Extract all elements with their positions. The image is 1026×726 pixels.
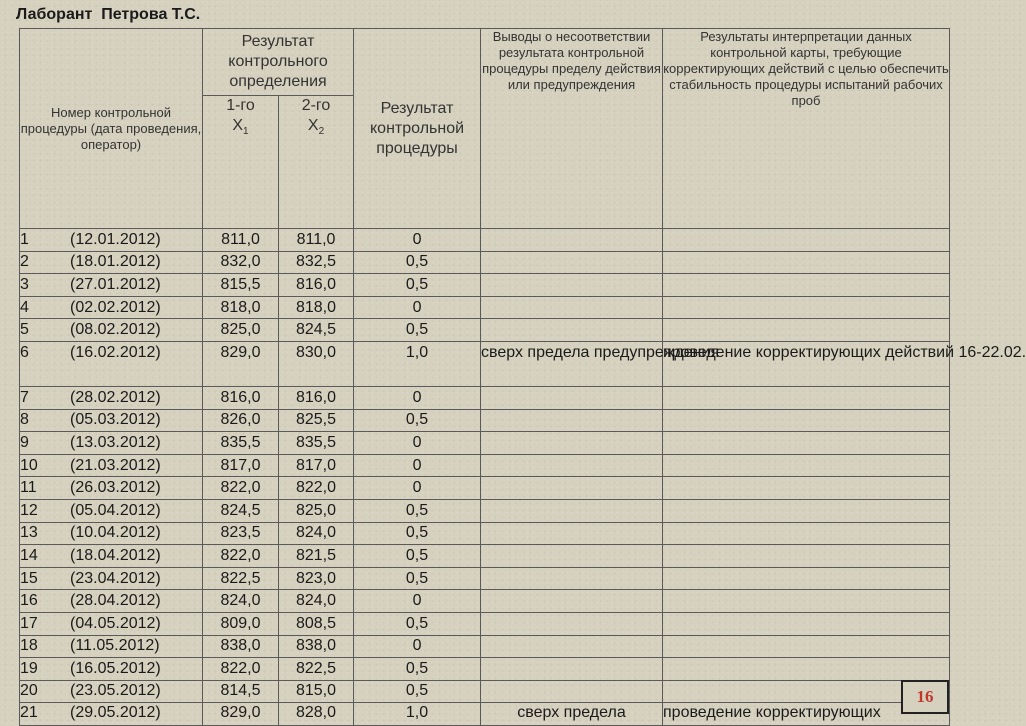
cell-x1: 824,5 [203,499,279,522]
cell-x1: 811,0 [203,229,279,252]
cell-x2: 822,0 [279,477,354,500]
cell-procedure-date: (10.04.2012) [70,524,161,542]
cell-procedure-result: 0,5 [354,567,481,590]
page-number-badge: 16 [901,680,949,714]
cell-x1: 809,0 [203,612,279,635]
cell-procedure-number: 12 [20,501,38,519]
cell-conclusion [481,567,663,590]
table-row [20,658,950,681]
cell-x1: 814,5 [203,680,279,703]
cell-conclusion [481,251,663,274]
cell-procedure-result: 0,5 [354,680,481,703]
cell-procedure [20,229,203,252]
cell-conclusion: сверх предела предупреждения [481,341,663,386]
control-procedure-table [19,28,1026,726]
header-procedure-number: Номер контрольной процедуры (дата проведения, оператор) [20,29,203,229]
cell-x1: 817,0 [203,454,279,477]
cell-procedure-number: 1 [20,230,29,248]
cell-interpretation [663,499,950,522]
cell-interpretation [663,590,950,613]
cell-x2: 824,0 [279,522,354,545]
cell-x2: 811,0 [279,229,354,252]
table-row [20,274,950,297]
cell-procedure-date: (28.02.2012) [70,388,161,406]
cell-conclusion [481,635,663,658]
cell-procedure-result: 0,5 [354,545,481,568]
cell-x1: 832,0 [203,251,279,274]
cell-procedure-number: 2 [20,253,29,271]
cell-x1: 818,0 [203,296,279,319]
cell-interpretation [663,567,950,590]
table-header-row [20,29,950,96]
cell-conclusion [481,386,663,409]
cell-interpretation [663,635,950,658]
cell-conclusion [481,477,663,500]
table-row [20,545,950,568]
header-second-label: 2-го [301,97,331,114]
cell-procedure-result: 0,5 [354,522,481,545]
cell-x2: 817,0 [279,454,354,477]
cell-conclusion [481,545,663,568]
cell-procedure-date: (23.04.2012) [70,569,161,587]
cell-conclusion [481,319,663,342]
cell-conclusion [481,680,663,703]
cell-procedure-number: 6 [20,343,29,361]
table-row [20,341,950,386]
cell-x2: 835,5 [279,432,354,455]
table-row [20,680,950,703]
cell-x1: 835,5 [203,432,279,455]
cell-conclusion [481,454,663,477]
cell-procedure-number: 14 [20,546,38,564]
cell-interpretation [663,522,950,545]
table-row [20,703,950,726]
cell-x1: 824,0 [203,590,279,613]
cell-procedure [20,251,203,274]
cell-conclusion [481,296,663,319]
cell-procedure-number: 17 [20,614,38,632]
cell-x2: 818,0 [279,296,354,319]
header-procedure-result: Результат контрольной процедуры [354,29,481,229]
cell-x1: 829,0 [203,341,279,386]
cell-procedure [20,658,203,681]
table-row [20,386,950,409]
cell-x2: 823,0 [279,567,354,590]
cell-x2: 815,0 [279,680,354,703]
header-control-result: Результат контрольного определения [203,29,354,96]
cell-x2: 816,0 [279,386,354,409]
cell-procedure-result: 0,5 [354,274,481,297]
cell-interpretation [663,251,950,274]
table-row [20,635,950,658]
cell-procedure-number: 7 [20,388,29,406]
table-row [20,296,950,319]
cell-procedure-result: 0 [354,477,481,500]
cell-procedure-result: 0 [354,454,481,477]
cell-procedure-date: (05.04.2012) [70,501,161,519]
cell-procedure-number: 4 [20,298,29,316]
cell-procedure [20,432,203,455]
table-body [20,229,1026,726]
cell-procedure [20,319,203,342]
table-row [20,522,950,545]
cell-procedure-date: (12.01.2012) [70,230,161,248]
cell-procedure [20,522,203,545]
cell-conclusion [481,522,663,545]
cell-x2: 825,0 [279,499,354,522]
cell-procedure-number: 13 [20,524,38,542]
cell-procedure [20,274,203,297]
cell-conclusion [481,229,663,252]
cell-x1: 822,0 [203,545,279,568]
table-row [20,499,950,522]
cell-procedure [20,612,203,635]
cell-procedure-number: 9 [20,433,29,451]
cell-procedure [20,499,203,522]
header-x2-subscript: 2 [318,126,325,138]
cell-interpretation [663,454,950,477]
cell-x1: 822,0 [203,477,279,500]
table-row [20,229,950,252]
cell-procedure-number: 8 [20,411,29,429]
header-conclusions: Выводы о несоответствии результата контрольной процедуры пределу действия или предупреждения [481,29,663,229]
cell-procedure [20,703,203,726]
cell-conclusion [481,590,663,613]
cell-x2: 808,5 [279,612,354,635]
cell-x2: 830,0 [279,341,354,386]
cell-x2: 822,5 [279,658,354,681]
cell-conclusion [481,499,663,522]
table-row [20,409,950,432]
header-interpretation: Результаты интерпретации данных контрольной карты, требующие корректирующих действий с целью обеспечить стабильность процедуры испытаний рабочих проб [663,29,950,229]
table-row [20,454,950,477]
cell-procedure-result: 0 [354,432,481,455]
cell-x1: 822,5 [203,567,279,590]
cell-procedure-date: (16.02.2012) [70,343,161,361]
cell-conclusion [481,612,663,635]
cell-procedure [20,635,203,658]
cell-procedure-date: (02.02.2012) [70,298,161,316]
cell-x2: 838,0 [279,635,354,658]
cell-x2: 824,5 [279,319,354,342]
header-first-determination [203,96,279,229]
cell-procedure-number: 10 [20,456,38,474]
cell-x1: 825,0 [203,319,279,342]
cell-procedure-date: (18.01.2012) [70,253,161,271]
cell-procedure [20,409,203,432]
cell-procedure-result: 1,0 [354,703,481,726]
cell-x2: 828,0 [279,703,354,726]
cell-procedure-result: 0,5 [354,499,481,522]
cell-interpretation [663,274,950,297]
table-row [20,612,950,635]
table-row [20,319,950,342]
cell-procedure-date: (05.03.2012) [70,411,161,429]
cell-procedure-date: (18.04.2012) [70,546,161,564]
cell-procedure-result: 0,5 [354,409,481,432]
cell-procedure-date: (08.02.2012) [70,321,161,339]
cell-interpretation [663,658,950,681]
table-row [20,567,950,590]
cell-procedure-result: 0,5 [354,319,481,342]
cell-procedure-result: 0 [354,635,481,658]
cell-x2: 816,0 [279,274,354,297]
cell-procedure-date: (04.05.2012) [70,614,161,632]
cell-x1: 815,5 [203,274,279,297]
cell-conclusion [481,658,663,681]
cell-procedure-result: 0 [354,296,481,319]
cell-conclusion [481,274,663,297]
header-first-label: 1-го [226,97,255,114]
cell-procedure [20,341,203,386]
cell-procedure-date: (13.03.2012) [70,433,161,451]
cell-procedure [20,680,203,703]
cell-conclusion [481,409,663,432]
cell-interpretation [663,319,950,342]
cell-interpretation: проведение корректирующих действий 16-22.02. [663,341,950,386]
cell-procedure-date: (21.03.2012) [70,456,161,474]
cell-x2: 825,5 [279,409,354,432]
cell-procedure [20,386,203,409]
cell-procedure-number: 21 [20,704,38,722]
cell-procedure-date: (27.01.2012) [70,275,161,293]
cell-procedure [20,477,203,500]
header-x1-symbol: X [232,117,244,134]
cell-procedure-date: (26.03.2012) [70,479,161,497]
cell-interpretation: проведение корректирующих [663,703,950,726]
cell-x2: 832,5 [279,251,354,274]
table-row [20,590,950,613]
cell-interpretation [663,612,950,635]
cell-x1: 823,5 [203,522,279,545]
cell-procedure-result: 0 [354,229,481,252]
cell-procedure-result: 0 [354,386,481,409]
lab-assistant-name: Лаборант Петрова Т.С. [16,6,201,23]
cell-procedure-number: 15 [20,569,38,587]
cell-procedure-number: 3 [20,275,29,293]
cell-procedure-number: 20 [20,682,38,700]
cell-procedure-result: 0,5 [354,251,481,274]
cell-x1: 822,0 [203,658,279,681]
table-row [20,251,950,274]
cell-procedure [20,545,203,568]
cell-x2: 821,5 [279,545,354,568]
cell-procedure-date: (23.05.2012) [70,682,161,700]
cell-procedure-number: 18 [20,637,38,655]
cell-interpretation [663,229,950,252]
cell-procedure-number: 5 [20,321,29,339]
cell-procedure-date: (28.04.2012) [70,592,161,610]
table-row [20,432,950,455]
cell-procedure-number: 16 [20,592,38,610]
cell-procedure [20,454,203,477]
cell-procedure-date: (16.05.2012) [70,659,161,677]
cell-procedure [20,296,203,319]
cell-procedure-date: (11.05.2012) [70,637,160,655]
cell-procedure-date: (29.05.2012) [70,704,161,722]
header-x1-subscript: 1 [243,126,249,138]
cell-procedure-result: 1,0 [354,341,481,386]
header-second-determination [279,96,354,229]
cell-interpretation [663,477,950,500]
cell-procedure [20,590,203,613]
cell-x1: 829,0 [203,703,279,726]
table-row [20,477,950,500]
cell-procedure-number: 11 [20,479,37,497]
cell-interpretation [663,409,950,432]
header-x2-symbol: X [307,117,319,134]
cell-conclusion: сверх предела [481,703,663,726]
cell-x2: 824,0 [279,590,354,613]
cell-procedure-result: 0 [354,590,481,613]
cell-interpretation [663,296,950,319]
cell-procedure-number: 19 [20,659,38,677]
cell-x1: 826,0 [203,409,279,432]
cell-procedure [20,567,203,590]
cell-conclusion [481,432,663,455]
cell-interpretation [663,545,950,568]
cell-procedure-result: 0,5 [354,612,481,635]
cell-procedure-result: 0,5 [354,658,481,681]
cell-interpretation [663,386,950,409]
cell-x1: 816,0 [203,386,279,409]
cell-x1: 838,0 [203,635,279,658]
cell-interpretation [663,432,950,455]
